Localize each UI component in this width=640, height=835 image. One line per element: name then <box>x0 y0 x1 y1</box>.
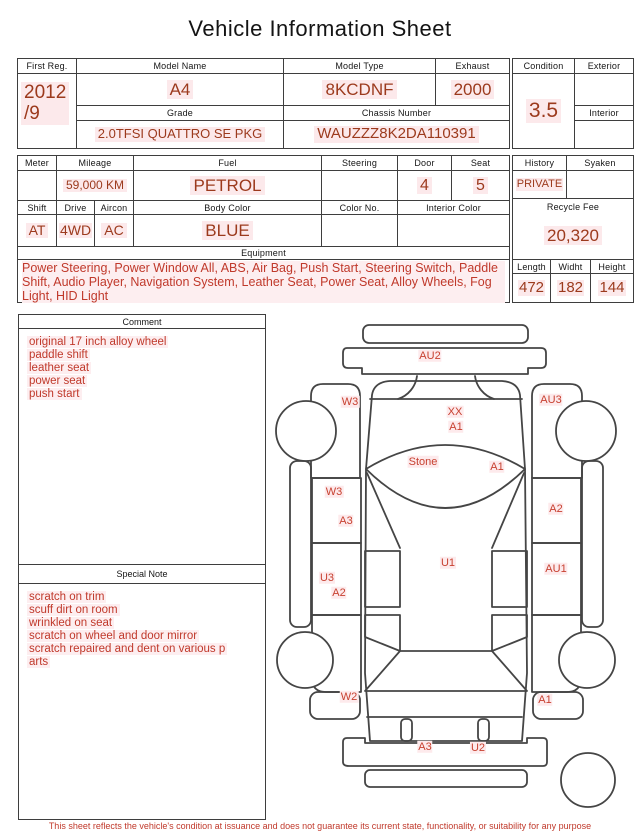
note-line: leather seat <box>29 361 90 374</box>
damage-mark-xx: XX <box>447 405 463 418</box>
damage-mark-a2: A2 <box>549 502 563 515</box>
note-line: power seat <box>29 374 86 387</box>
car-damage-diagram <box>270 315 640 815</box>
steering-header: Steering <box>321 155 398 171</box>
damage-mark-w2: W2 <box>340 690 358 703</box>
length-value: 472 <box>512 273 551 303</box>
aircon-value: AC <box>94 214 134 247</box>
width-value: 182 <box>550 273 591 303</box>
seat-value: 5 <box>451 170 510 201</box>
exterior-value <box>574 73 634 106</box>
damage-mark-au3: AU3 <box>540 393 562 406</box>
model-type-header: Model Type <box>283 58 436 74</box>
comment-box <box>18 314 266 565</box>
grade-header: Grade <box>76 105 284 121</box>
syaken-header: Syaken <box>566 155 634 171</box>
drive-value: 4WD <box>56 214 95 247</box>
exhaust-header: Exhaust <box>435 58 510 74</box>
page-title: Vehicle Information Sheet <box>188 16 452 41</box>
aircon-header: Aircon <box>94 200 134 215</box>
first-reg-header: First Reg. <box>17 58 77 74</box>
note-line: push start <box>29 387 80 400</box>
seat-header: Seat <box>451 155 510 171</box>
comment-lines <box>19 329 265 408</box>
damage-mark-a3: A3 <box>418 740 432 753</box>
shift-header: Shift <box>17 200 57 215</box>
damage-marks-layer <box>270 315 640 815</box>
interior-color-value <box>397 214 510 247</box>
first-reg-value <box>17 73 77 149</box>
damage-mark-u2: U2 <box>470 741 486 754</box>
syaken-value <box>566 170 634 199</box>
color-no-value <box>321 214 398 247</box>
length-header: Length <box>512 259 551 274</box>
note-line: arts <box>29 655 49 668</box>
special-note-lines <box>19 584 265 675</box>
drive-header: Drive <box>56 200 95 215</box>
damage-mark-a1: A1 <box>538 693 552 706</box>
damage-mark-u1: U1 <box>440 556 456 569</box>
comment-box-header: Comment <box>19 315 265 329</box>
condition-header: Condition <box>512 58 575 74</box>
grade-value: 2.0TFSI QUATTRO SE PKG <box>76 120 284 149</box>
special-note-box-header: Special Note <box>19 565 265 584</box>
damage-mark-w3: W3 <box>341 395 359 408</box>
body-color-value: BLUE <box>133 214 322 247</box>
model-name-value: A4 <box>76 73 284 106</box>
recycle-fee-value: 20,320 <box>544 212 602 259</box>
note-line: scratch repaired and dent on various p <box>29 642 226 655</box>
first-reg-year: 2012 <box>21 82 69 103</box>
interior-header: Interior <box>574 105 634 121</box>
fuel-header: Fuel <box>133 155 322 171</box>
history-header: History <box>512 155 567 171</box>
equipment-header: Equipment <box>17 246 510 260</box>
exhaust-value: 2000 <box>435 73 510 106</box>
door-header: Door <box>397 155 452 171</box>
equipment-value: Power Steering, Power Window All, ABS, Air Bag, Push Start, Steering Switch, Paddle Shift, Audio Player, Navigation System, Leather Seat, Power Seat, Alloy Wheels, Fog Light, HID Light <box>17 259 510 303</box>
damage-mark-w3: W3 <box>325 485 343 498</box>
damage-mark-stone: Stone <box>408 455 438 468</box>
first-reg-month: /9 <box>21 103 69 124</box>
shift-value: AT <box>17 214 57 247</box>
damage-mark-a1: A1 <box>449 420 463 433</box>
meter-value <box>17 170 57 201</box>
note-line: paddle shift <box>29 348 88 361</box>
damage-mark-a3: A3 <box>339 514 353 527</box>
body-color-header: Body Color <box>133 200 322 215</box>
note-line: original 17 inch alloy wheel <box>29 336 167 348</box>
chassis-number-header: Chassis Number <box>283 105 510 121</box>
history-value: PRIVATE <box>512 170 567 199</box>
chassis-number-value: WAUZZZ8K2DA110391 <box>283 120 510 149</box>
model-type-value: 8KCDNF <box>283 73 436 106</box>
damage-mark-a1: A1 <box>490 460 504 473</box>
special-note-box <box>18 564 266 820</box>
color-no-header: Color No. <box>321 200 398 215</box>
note-line: scratch on trim <box>29 591 105 603</box>
disclaimer-text: This sheet reflects the vehicle's condition at issuance and does not guarantee its current state, functionality, or suitability for any purpose <box>48 821 592 831</box>
height-header: Height <box>590 259 634 274</box>
interior-color-header: Interior Color <box>397 200 510 215</box>
damage-mark-au2: AU2 <box>419 349 441 362</box>
note-line: scuff dirt on room <box>29 603 118 616</box>
model-name-header: Model Name <box>76 58 284 74</box>
recycle-fee-cell <box>512 198 634 260</box>
note-line: wrinkled on seat <box>29 616 113 629</box>
height-value: 144 <box>590 273 634 303</box>
interior-value <box>574 120 634 149</box>
door-value: 4 <box>397 170 452 201</box>
meter-header: Meter <box>17 155 57 171</box>
damage-mark-au1: AU1 <box>545 562 567 575</box>
note-line: scratch on wheel and door mirror <box>29 629 198 642</box>
width-header: Widht <box>550 259 591 274</box>
steering-value <box>321 170 398 201</box>
condition-value: 3.5 <box>512 73 575 149</box>
fuel-value: PETROL <box>133 170 322 201</box>
mileage-header: Mileage <box>56 155 134 171</box>
damage-mark-a2: A2 <box>332 586 346 599</box>
exterior-header: Exterior <box>574 58 634 74</box>
recycle-fee-label: Recycle Fee <box>546 202 600 212</box>
damage-mark-u3: U3 <box>319 571 335 584</box>
mileage-value: 59,000 KM <box>56 170 134 201</box>
